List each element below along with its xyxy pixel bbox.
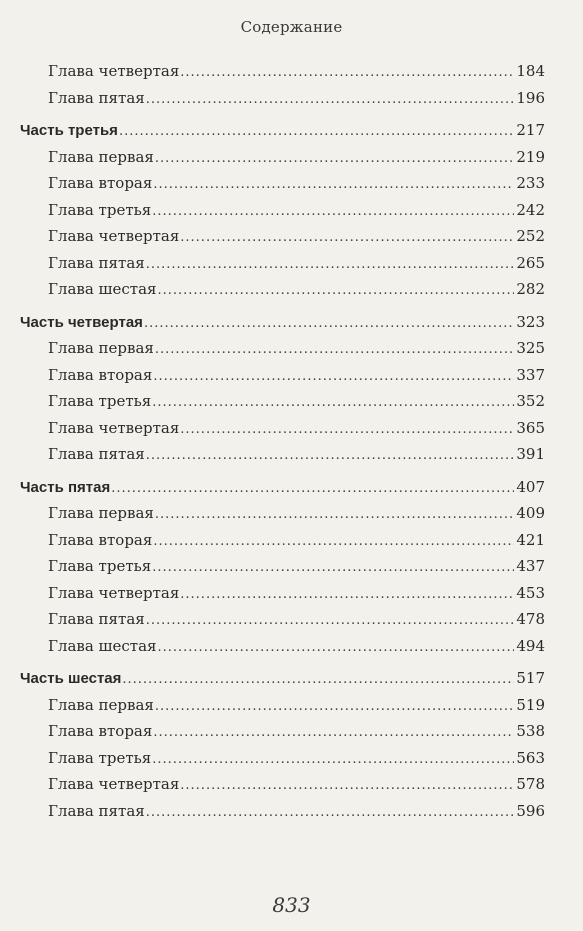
dot-leader bbox=[180, 773, 514, 799]
toc-part-entry[interactable] bbox=[20, 309, 545, 336]
toc-chapter-entry[interactable] bbox=[20, 441, 545, 468]
toc-chapter-entry[interactable] bbox=[20, 633, 545, 660]
running-head: Содержание bbox=[240, 18, 343, 36]
dot-leader bbox=[152, 390, 514, 416]
chapter-title: Глава пятая bbox=[48, 610, 145, 628]
page-number: 478 bbox=[516, 610, 545, 628]
page-number: 421 bbox=[516, 530, 545, 549]
toc-chapter-entry[interactable] bbox=[20, 798, 545, 825]
dot-leader bbox=[152, 555, 514, 581]
toc-chapter-entry[interactable] bbox=[20, 362, 545, 389]
toc-part-entry[interactable] bbox=[20, 665, 545, 692]
chapter-title: Глава четвертая bbox=[48, 583, 180, 602]
toc-section bbox=[20, 665, 545, 824]
dot-leader bbox=[153, 172, 514, 198]
chapter-title: Глава вторая bbox=[48, 365, 153, 384]
toc-chapter-entry[interactable] bbox=[20, 553, 545, 580]
chapter-title: Глава шестая bbox=[48, 636, 157, 655]
chapter-title: Глава первая bbox=[48, 339, 154, 357]
toc-chapter-entry[interactable] bbox=[20, 692, 545, 719]
toc-chapter-entry[interactable] bbox=[20, 223, 545, 250]
toc-section bbox=[20, 474, 545, 660]
page-number: 453 bbox=[516, 583, 545, 602]
page-number: 519 bbox=[516, 695, 545, 714]
chapter-title: Глава вторая bbox=[48, 530, 153, 549]
page-number: 352 bbox=[516, 392, 545, 410]
chapter-title: Глава четвертая bbox=[48, 418, 180, 437]
dot-leader bbox=[155, 146, 514, 172]
dot-leader bbox=[180, 60, 514, 86]
chapter-title: Глава первая bbox=[48, 695, 154, 714]
dot-leader bbox=[146, 608, 515, 634]
page-number: 365 bbox=[516, 418, 545, 437]
toc-chapter-entry[interactable] bbox=[20, 388, 545, 415]
dot-leader bbox=[180, 225, 514, 251]
toc-section bbox=[20, 117, 545, 303]
part-title: Часть пятая bbox=[20, 478, 111, 496]
chapter-title: Глава пятая bbox=[48, 445, 145, 463]
chapter-title: Глава первая bbox=[48, 504, 154, 522]
dot-leader bbox=[152, 747, 514, 773]
page-number: 265 bbox=[516, 253, 545, 272]
page-number: 323 bbox=[516, 312, 545, 331]
part-title: Часть четвертая bbox=[20, 313, 143, 331]
chapter-title: Глава четвертая bbox=[48, 775, 180, 793]
toc-chapter-entry[interactable] bbox=[20, 415, 545, 442]
table-of-contents bbox=[20, 58, 545, 830]
dot-leader bbox=[122, 667, 514, 693]
chapter-title: Глава вторая bbox=[48, 722, 153, 740]
toc-chapter-entry[interactable] bbox=[20, 580, 545, 607]
page-number: 196 bbox=[516, 88, 545, 107]
dot-leader bbox=[146, 800, 515, 826]
chapter-title: Глава четвертая bbox=[48, 227, 180, 245]
toc-chapter-entry[interactable] bbox=[20, 718, 545, 745]
toc-chapter-entry[interactable] bbox=[20, 500, 545, 527]
toc-chapter-entry[interactable] bbox=[20, 606, 545, 633]
page-number: 596 bbox=[516, 801, 545, 820]
dot-leader bbox=[158, 278, 515, 304]
toc-chapter-entry[interactable] bbox=[20, 197, 545, 224]
toc-chapter-entry[interactable] bbox=[20, 170, 545, 197]
chapter-title: Глава четвертая bbox=[48, 62, 180, 80]
chapter-title: Глава третья bbox=[48, 748, 152, 767]
page-number: 563 bbox=[516, 748, 545, 767]
dot-leader bbox=[180, 582, 514, 608]
dot-leader bbox=[158, 635, 515, 661]
dot-leader bbox=[155, 502, 514, 528]
dot-leader bbox=[146, 87, 515, 113]
page-number: 517 bbox=[516, 669, 545, 687]
dot-leader bbox=[153, 364, 514, 390]
dot-leader bbox=[146, 443, 515, 469]
toc-chapter-entry[interactable] bbox=[20, 771, 545, 798]
part-title: Часть третья bbox=[20, 122, 118, 139]
dot-leader bbox=[155, 694, 514, 720]
toc-part-entry[interactable] bbox=[20, 117, 545, 144]
page-number: 233 bbox=[516, 174, 545, 192]
page-number: 494 bbox=[516, 636, 545, 655]
page-number: 538 bbox=[516, 722, 545, 740]
chapter-title: Глава пятая bbox=[48, 88, 145, 107]
chapter-title: Глава шестая bbox=[48, 280, 157, 298]
toc-chapter-entry[interactable] bbox=[20, 85, 545, 112]
page-number: 252 bbox=[516, 227, 545, 245]
chapter-title: Глава третья bbox=[48, 200, 152, 219]
toc-section bbox=[20, 58, 545, 111]
toc-chapter-entry[interactable] bbox=[20, 250, 545, 277]
part-title: Часть шестая bbox=[20, 670, 122, 687]
page-number: 437 bbox=[516, 557, 545, 575]
page-number: 325 bbox=[516, 339, 545, 357]
dot-leader bbox=[146, 252, 515, 278]
chapter-title: Глава пятая bbox=[48, 801, 145, 820]
dot-leader bbox=[152, 199, 514, 225]
dot-leader bbox=[111, 476, 514, 502]
dot-leader bbox=[180, 417, 514, 443]
toc-chapter-entry[interactable] bbox=[20, 527, 545, 554]
page-number: 184 bbox=[516, 62, 545, 80]
page-number: 337 bbox=[516, 365, 545, 384]
chapter-title: Глава первая bbox=[48, 147, 154, 166]
toc-section bbox=[20, 309, 545, 468]
page-number: 217 bbox=[516, 121, 545, 139]
dot-leader bbox=[153, 529, 514, 555]
toc-chapter-entry[interactable] bbox=[20, 144, 545, 171]
toc-chapter-entry[interactable] bbox=[20, 745, 545, 772]
chapter-title: Глава третья bbox=[48, 557, 152, 575]
page-number: 578 bbox=[516, 775, 545, 793]
toc-chapter-entry[interactable] bbox=[20, 58, 545, 85]
dot-leader bbox=[155, 337, 514, 363]
page-folio-number: 833 bbox=[272, 893, 311, 917]
chapter-title: Глава третья bbox=[48, 392, 152, 410]
page-number: 407 bbox=[516, 477, 545, 496]
toc-chapter-entry[interactable] bbox=[20, 276, 545, 303]
chapter-title: Глава вторая bbox=[48, 174, 153, 192]
chapter-title: Глава пятая bbox=[48, 253, 145, 272]
page-number: 282 bbox=[516, 280, 545, 298]
toc-part-entry[interactable] bbox=[20, 474, 545, 501]
page-number: 219 bbox=[516, 147, 545, 166]
dot-leader bbox=[144, 311, 514, 337]
page-number: 391 bbox=[516, 445, 545, 463]
page-number: 409 bbox=[516, 504, 545, 522]
toc-chapter-entry[interactable] bbox=[20, 335, 545, 362]
dot-leader bbox=[153, 720, 514, 746]
page-number: 242 bbox=[516, 200, 545, 219]
dot-leader bbox=[119, 119, 514, 145]
